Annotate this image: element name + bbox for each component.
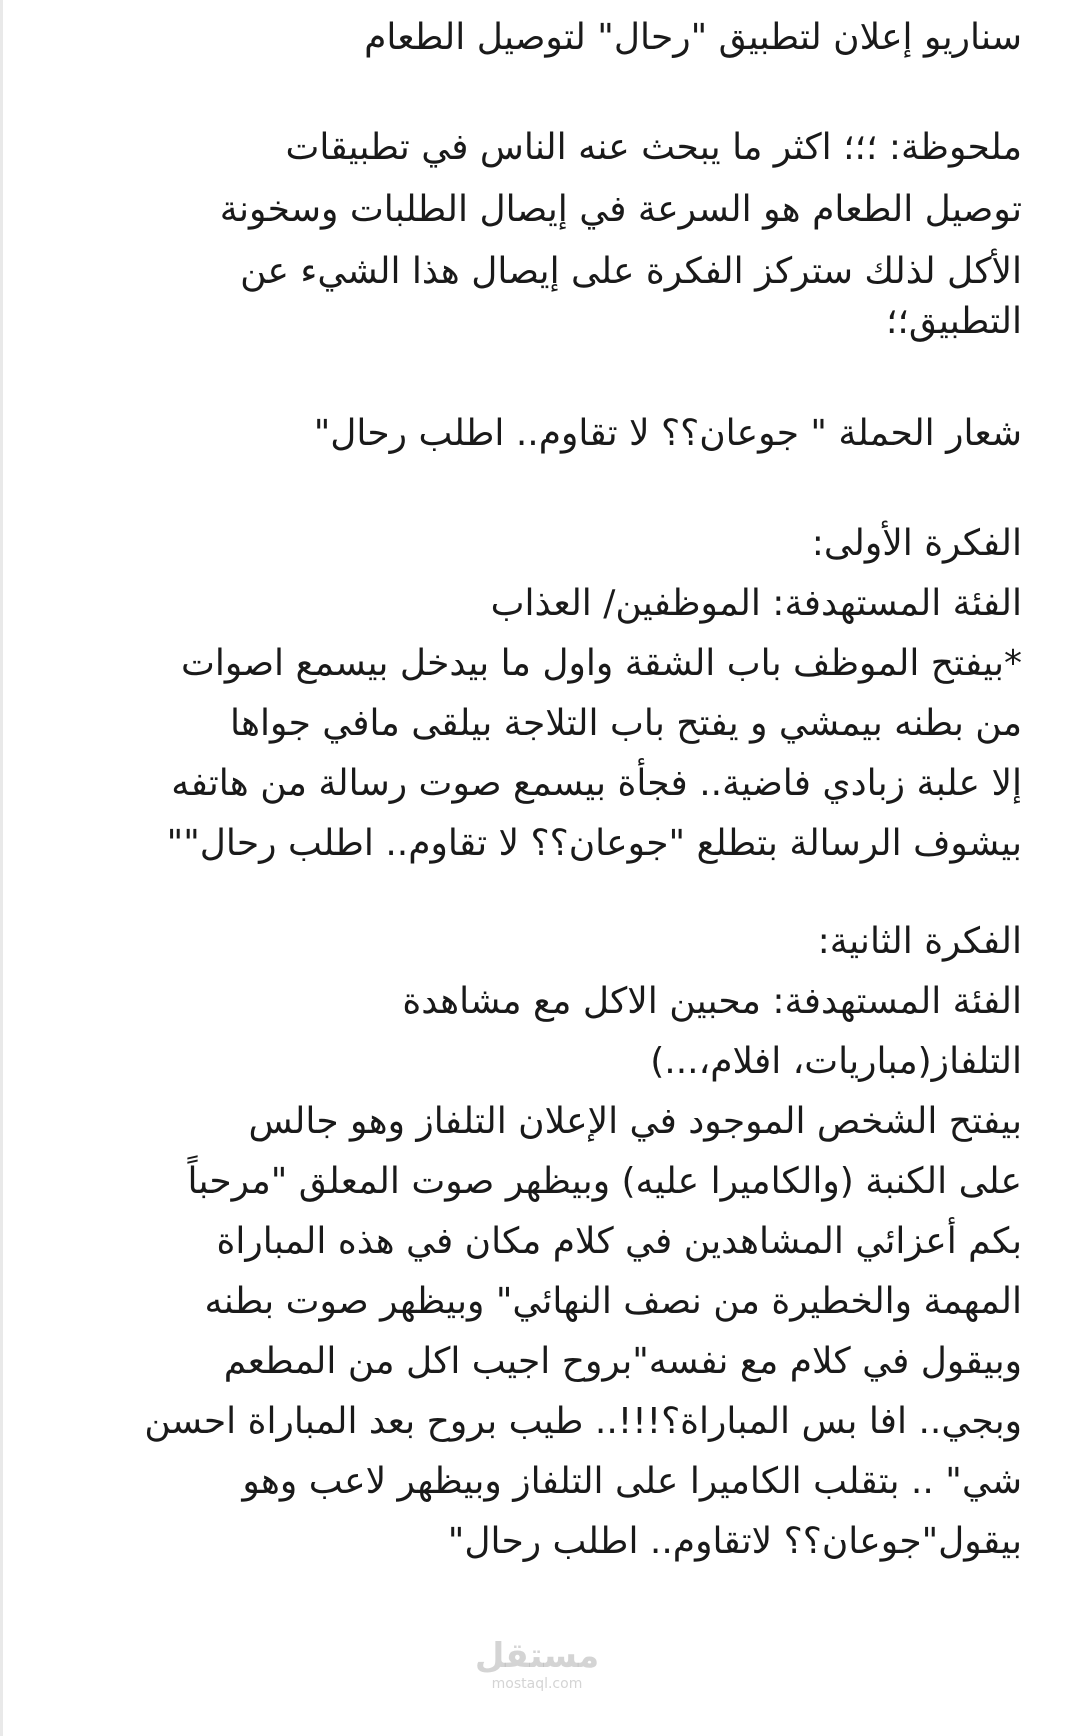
note-line: ملحوظة: ؛؛؛ اكثر ما يبحث عنه الناس في تطبيقات [285, 127, 1022, 168]
idea-two-line: وبيقول في كلام مع نفسه"بروح اجيب اكل من المطعم [223, 1341, 1022, 1382]
idea-one-heading: الفكرة الأولى: [811, 523, 1022, 564]
idea-two-line: بيقول"جوعان؟؟ لاتقاوم.. اطلب رحال" [447, 1521, 1022, 1562]
idea-one-target: الفئة المستهدفة: الموظفين/ العذاب [490, 583, 1022, 624]
watermark-text: مستقل [474, 1636, 600, 1676]
idea-two-line: المهمة والخطيرة من نصف النهائي" وبيظهر صوت بطنه [204, 1281, 1022, 1322]
campaign-slogan: شعار الحملة " جوعان؟؟ لا تقاوم.. اطلب رحال" [313, 413, 1022, 454]
idea-two-line: شي" .. بتقلب الكاميرا على التلفاز وبيظهر لاعب وهو [242, 1461, 1022, 1502]
idea-one-line: *بيفتح الموظف باب الشقة واول ما بيدخل بيسمع اصوات [180, 643, 1022, 684]
idea-two-target: التلفاز(مباريات، افلام،...) [650, 1041, 1022, 1082]
document-title: سناريو إعلان لتطبيق "رحال" لتوصيل الطعام [364, 17, 1022, 58]
note-line: الأكل لذلك ستركز الفكرة على إيصال هذا الشيء عن [240, 251, 1022, 292]
idea-two-line: على الكنبة (والكاميرا عليه) وبيظهر صوت المعلق "مرحباً [187, 1161, 1022, 1202]
note-line: توصيل الطعام هو السرعة في إيصال الطلبات وسخونة [219, 189, 1022, 230]
idea-two-line: بيفتح الشخص الموجود في الإعلان التلفاز وهو جالس [248, 1101, 1022, 1142]
idea-one-line: من بطنه بيمشي و يفتح باب التلاجة بيلقى مافي جواها [230, 703, 1022, 744]
idea-two-target: الفئة المستهدفة: محبين الاكل مع مشاهدة [402, 981, 1022, 1022]
note-line: التطبيق؛؛ [885, 301, 1022, 342]
idea-one-line: إلا علبة زبادي فاضية.. فجأة بيسمع صوت رسالة من هاتفه [171, 763, 1022, 804]
idea-two-line: بكم أعزائي المشاهدين في كلام مكان في هذه المباراة [216, 1221, 1022, 1262]
idea-two-line: وبجي.. افا بس المباراة؟!!!.. طيب بروح بعد المباراة احسن [144, 1401, 1022, 1442]
idea-two-heading: الفكرة الثانية: [817, 921, 1022, 962]
watermark-domain: mostaql.com [491, 1676, 583, 1692]
idea-one-line: بيشوف الرسالة بتطلع "جوعان؟؟ لا تقاوم.. اطلب رحال"" [166, 823, 1022, 864]
